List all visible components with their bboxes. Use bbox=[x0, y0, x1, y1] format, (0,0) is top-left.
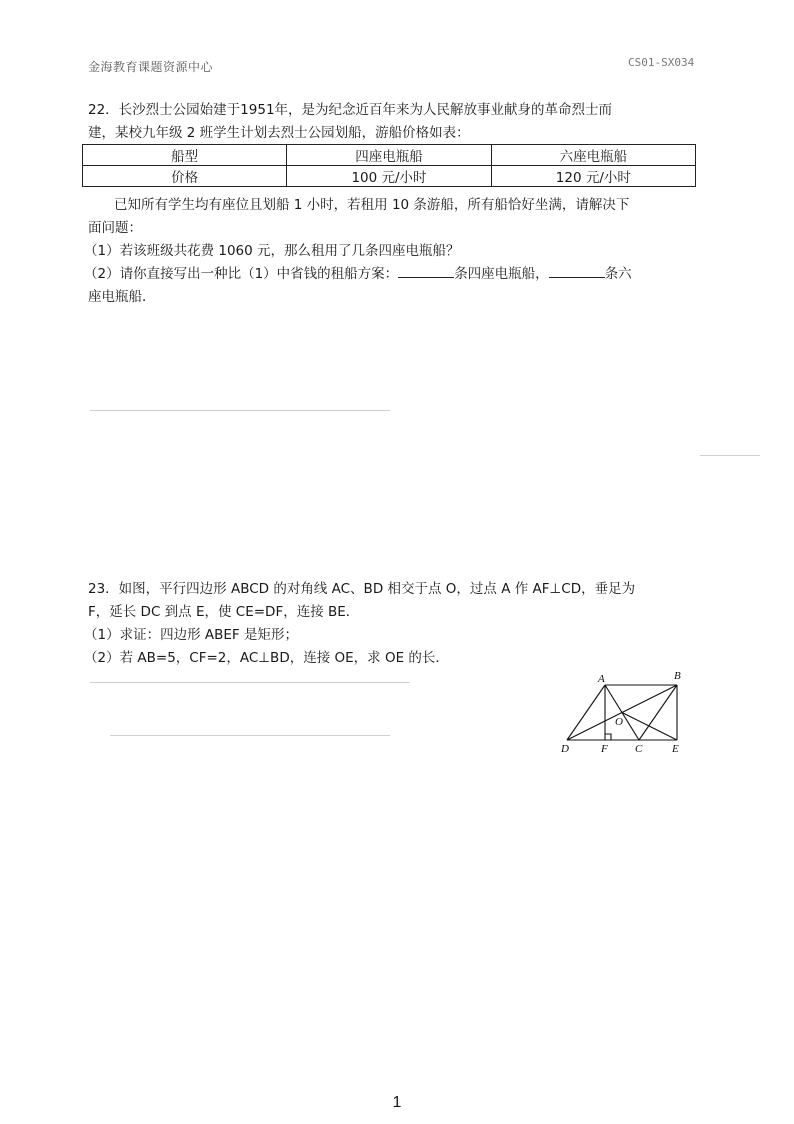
label-e: E bbox=[672, 743, 679, 755]
label-o: O bbox=[615, 716, 623, 728]
table-cell: 价格 bbox=[83, 166, 287, 187]
q23-line-2: F，延长 DC 到点 E，使 CE=DF，连接 BE． bbox=[88, 604, 360, 620]
scan-noise bbox=[90, 410, 390, 411]
table-header-cell: 船型 bbox=[83, 145, 287, 166]
scan-noise bbox=[90, 682, 410, 683]
label-b: B bbox=[674, 670, 681, 682]
q22-part-2-text-c: 条六 bbox=[604, 266, 632, 282]
segment-ad bbox=[567, 685, 605, 740]
q22-part-2 bbox=[84, 265, 632, 283]
label-c: C bbox=[635, 743, 643, 755]
scan-noise bbox=[700, 455, 760, 456]
table-header-cell: 四座电瓶船 bbox=[287, 145, 491, 166]
answer-blank-six-seat[interactable] bbox=[549, 265, 605, 278]
label-d: D bbox=[561, 743, 569, 755]
right-angle-mark bbox=[605, 734, 611, 740]
q22-line-4: 面问题： bbox=[88, 220, 142, 236]
table-row bbox=[83, 145, 696, 166]
q22-part-2-end: 座电瓶船． bbox=[88, 289, 156, 305]
q22-line-3: 已知所有学生均有座位且划船 1 小时，若租用 10 条游船，所有船恰好坐满，请解决下 bbox=[114, 197, 630, 213]
q23-part-2: （2）若 AB=5，CF=2，AC⊥BD，连接 OE，求 OE 的长． bbox=[84, 650, 449, 666]
answer-blank-four-seat[interactable] bbox=[398, 265, 454, 278]
q22-line-1: 22．长沙烈士公园始建于1951年，是为纪念近百年来为人民解放事业献身的革命烈士而 bbox=[88, 102, 613, 118]
label-a: A bbox=[598, 673, 605, 685]
scan-noise bbox=[110, 735, 390, 736]
q22-line-2: 建，某校九年级 2 班学生计划去烈士公园划船，游船价格如表： bbox=[88, 125, 470, 141]
q23-line-1: 23．如图，平行四边形 ABCD 的对角线 AC、BD 相交于点 O，过点 A 作 AF⊥CD，垂足为 bbox=[88, 581, 636, 597]
q22-part-2-text-b: 条四座电瓶船， bbox=[454, 266, 549, 282]
q23-part-1: （1）求证：四边形 ABEF 是矩形； bbox=[84, 627, 298, 643]
table-cell: 120 元/小时 bbox=[491, 166, 695, 187]
table-header-cell: 六座电瓶船 bbox=[491, 145, 695, 166]
q22-part-1: （1）若该班级共花费 1060 元，那么租用了几条四座电瓶船？ bbox=[84, 243, 460, 259]
table-cell: 100 元/小时 bbox=[287, 166, 491, 187]
boat-price-table bbox=[82, 144, 696, 187]
segment-bc bbox=[639, 685, 677, 740]
table-row bbox=[83, 166, 696, 187]
q22-part-2-text-a: （2）请你直接写出一种比（1）中省钱的租船方案： bbox=[84, 266, 399, 282]
header-code: CS01-SX034 bbox=[628, 56, 695, 69]
header-source: 金海教育课题资源中心 bbox=[88, 60, 214, 74]
page-number: 1 bbox=[392, 1094, 402, 1111]
parallelogram-figure bbox=[555, 665, 690, 755]
label-f: F bbox=[601, 743, 608, 755]
